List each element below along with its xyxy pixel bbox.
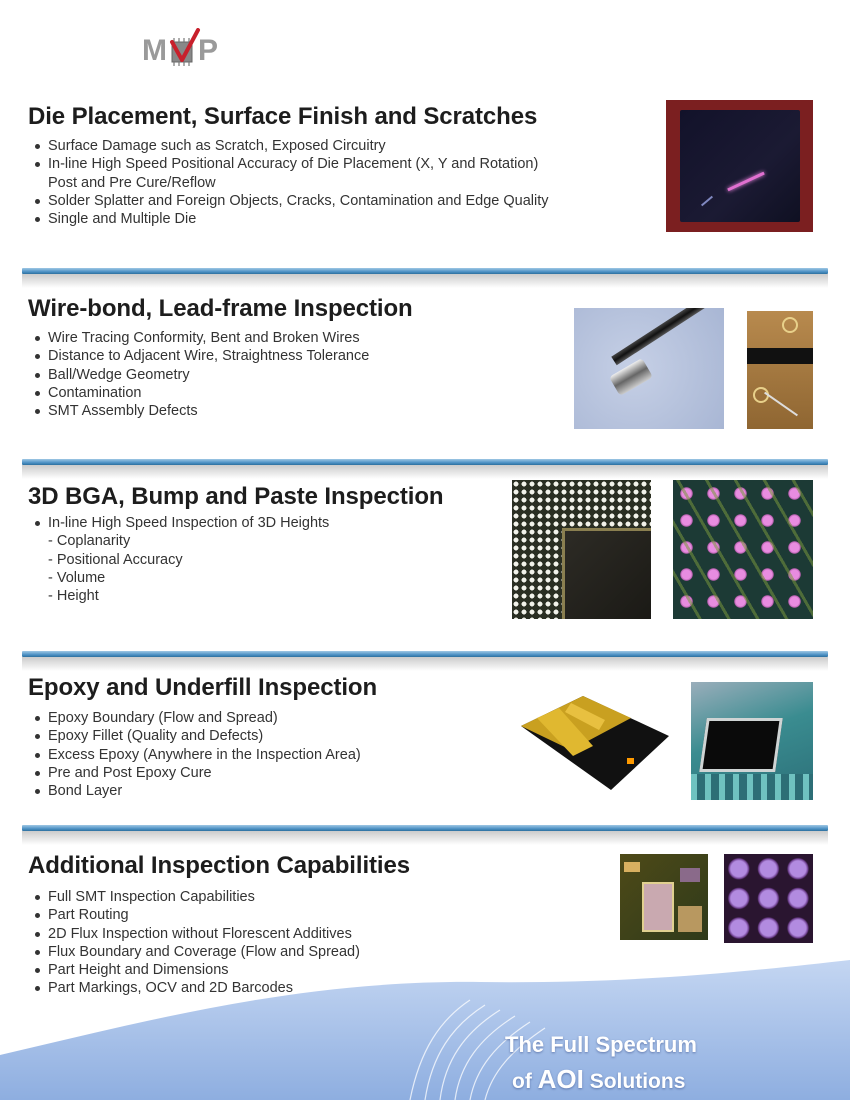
list-item: Ball/Wedge Geometry bbox=[30, 366, 369, 384]
feature-list bbox=[30, 709, 361, 800]
section-divider bbox=[22, 651, 828, 657]
section-divider bbox=[22, 459, 828, 465]
list-item: - Volume bbox=[48, 569, 106, 586]
feature-list bbox=[30, 137, 549, 228]
list-item: Epoxy Boundary (Flow and Spread) bbox=[30, 709, 361, 727]
section-title: 3D BGA, Bump and Paste Inspection bbox=[28, 483, 444, 510]
section-title: Wire-bond, Lead-frame Inspection bbox=[28, 295, 413, 322]
section-title: Epoxy and Underfill Inspection bbox=[28, 674, 378, 701]
tagline-suffix: Solutions bbox=[583, 1070, 686, 1093]
bga-photo bbox=[512, 480, 651, 619]
list-item: Part Markings, OCV and 2D Barcodes bbox=[30, 979, 360, 997]
list-item: Pre and Post Epoxy Cure bbox=[30, 764, 361, 782]
list-item: Distance to Adjacent Wire, Straightness Tolerance bbox=[30, 347, 369, 365]
list-item: Bond Layer bbox=[30, 782, 361, 800]
list-item: Excess Epoxy (Anywhere in the Inspection Area) bbox=[30, 746, 361, 764]
wire-bond-photo bbox=[574, 308, 724, 429]
list-item: Flux Boundary and Coverage (Flow and Spread) bbox=[30, 943, 360, 961]
list-item: Full SMT Inspection Capabilities bbox=[30, 888, 360, 906]
smt-board-photo bbox=[620, 854, 708, 940]
feature-list bbox=[30, 514, 329, 605]
list-item: In-line High Speed Inspection of 3D Heights bbox=[30, 514, 329, 532]
list-item: Wire Tracing Conformity, Bent and Broken Wires bbox=[30, 329, 369, 347]
wave-background bbox=[0, 960, 850, 1100]
tagline-line-2 bbox=[512, 1064, 685, 1095]
section-divider bbox=[22, 268, 828, 274]
epoxy-3d-map bbox=[519, 688, 671, 793]
list-item: Part Height and Dimensions bbox=[30, 961, 360, 979]
svg-text:P: P bbox=[198, 34, 219, 67]
list-item: Post and Pre Cure/Reflow bbox=[48, 174, 216, 191]
tagline-prefix: of bbox=[512, 1070, 538, 1093]
section-divider bbox=[22, 825, 828, 831]
list-item: Part Routing bbox=[30, 906, 360, 924]
tagline-emphasis: AOI bbox=[537, 1064, 584, 1094]
list-item: In-line High Speed Positional Accuracy of Die Placement (X, Y and Rotation) bbox=[30, 155, 549, 173]
underfill-chip-photo bbox=[691, 682, 813, 800]
section-title: Die Placement, Surface Finish and Scratches bbox=[28, 103, 538, 130]
tagline-line-1: The Full Spectrum bbox=[505, 1032, 697, 1057]
bump-pads-photo bbox=[673, 480, 813, 619]
section-title: Additional Inspection Capabilities bbox=[28, 852, 410, 879]
list-item: 2D Flux Inspection without Florescent Additives bbox=[30, 925, 360, 943]
list-item: - Height bbox=[48, 588, 99, 605]
mvp-logo-mark bbox=[142, 28, 237, 68]
lead-frame-photo bbox=[747, 311, 813, 429]
mvp-logo bbox=[142, 28, 237, 68]
list-item: Single and Multiple Die bbox=[30, 210, 549, 228]
list-item: - Coplanarity bbox=[48, 533, 131, 550]
list-item: Surface Damage such as Scratch, Exposed Circuitry bbox=[30, 137, 549, 155]
list-item: Epoxy Fillet (Quality and Defects) bbox=[30, 727, 361, 745]
list-item: Solder Splatter and Foreign Objects, Cracks, Contamination and Edge Quality bbox=[30, 192, 549, 210]
purple-pads-photo bbox=[724, 854, 813, 943]
feature-list bbox=[30, 329, 369, 420]
die-scratch-photo bbox=[666, 100, 813, 232]
list-item: SMT Assembly Defects bbox=[30, 402, 369, 420]
svg-text:M: M bbox=[142, 34, 166, 67]
list-item: - Positional Accuracy bbox=[48, 551, 183, 568]
list-item: Contamination bbox=[30, 384, 369, 402]
